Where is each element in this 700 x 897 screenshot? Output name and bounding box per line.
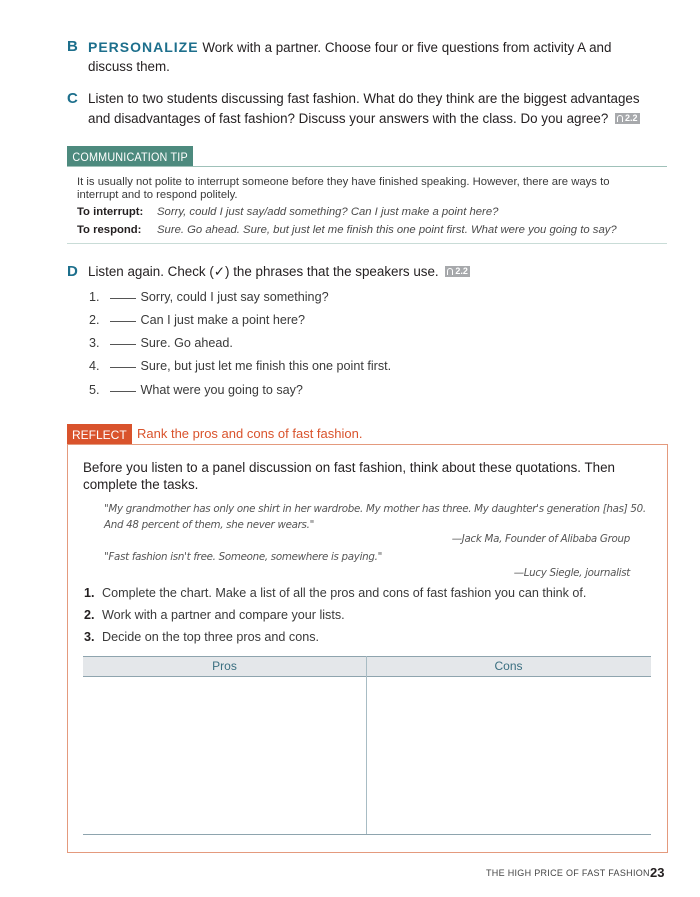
activity-d-letter: D — [67, 263, 78, 280]
activity-c-line2-wrap — [88, 109, 640, 129]
activity-b-letter: B — [67, 38, 78, 55]
footer-title: THE HIGH PRICE OF FAST FASHION — [486, 868, 650, 878]
item-text: Sure, but just let me finish this one point first. — [140, 359, 392, 373]
task-item — [84, 586, 586, 600]
tip-body-line2: interrupt and to respond politely. — [77, 189, 238, 201]
reflect-title: Rank the pros and cons of fast fashion. — [137, 426, 363, 441]
activity-d-instruction-wrap — [88, 262, 470, 282]
quote-1-line1: "My grandmother has only one shirt in her wardrobe. My mother has three. My daughter's generation [has] 50. — [104, 503, 646, 515]
audio-track-button[interactable] — [615, 113, 640, 124]
task-item — [84, 608, 345, 622]
check-blank[interactable] — [110, 343, 136, 345]
tip-row-label: To interrupt: — [77, 206, 144, 218]
quote-2-attribution: —Lucy Siegle, journalist — [513, 567, 630, 579]
item-number: 4. — [89, 359, 100, 373]
pros-cell[interactable] — [83, 676, 366, 834]
tip-row-label: To respond: — [77, 224, 142, 236]
tip-divider-bottom — [67, 243, 667, 244]
item-text: Can I just make a point here? — [140, 313, 306, 327]
phrase-item — [89, 290, 329, 304]
activity-b-line2: discuss them. — [88, 59, 170, 74]
table-bottom-border — [83, 834, 651, 835]
tip-row-text: Sorry, could I just say/add something? Can I just make a point here? — [157, 206, 499, 218]
phrase-item — [89, 313, 305, 327]
item-number: 2. — [89, 313, 100, 327]
communication-tip-title: COMMUNICATION TIP — [67, 146, 193, 167]
item-number: 3. — [89, 336, 100, 350]
check-blank[interactable] — [110, 297, 136, 299]
headphones-icon — [447, 268, 453, 275]
cons-cell[interactable] — [367, 676, 651, 834]
audio-track-number: 2.2 — [455, 266, 468, 276]
tip-body — [77, 176, 667, 202]
check-blank[interactable] — [110, 366, 136, 368]
task-text: Complete the chart. Make a list of all the pros and cons of fast fashion you can think of. — [102, 586, 587, 600]
table-header-cons: Cons — [494, 659, 523, 673]
activity-b-text — [88, 37, 678, 58]
activity-c-line1: Listen to two students discussing fast fashion. What do they think are the biggest advantages — [88, 91, 640, 106]
task-item — [84, 630, 319, 644]
task-number: 2. — [84, 608, 95, 622]
reflect-intro-line2: complete the tasks. — [83, 477, 199, 492]
task-number: 1. — [84, 586, 95, 600]
reflect-intro-line1: Before you listen to a panel discussion on fast fashion, think about these quotations. Then — [83, 460, 616, 475]
audio-track-number: 2.2 — [625, 113, 638, 123]
activity-c-letter: C — [67, 90, 78, 107]
item-number: 5. — [89, 383, 100, 397]
item-text: What were you going to say? — [140, 383, 303, 397]
task-number: 3. — [84, 630, 95, 644]
item-text: Sure. Go ahead. — [140, 336, 233, 350]
page-number: 23 — [650, 865, 665, 880]
table-header-pros: Pros — [212, 659, 237, 673]
task-text: Decide on the top three pros and cons. — [102, 630, 320, 644]
tip-body-line1: It is usually not polite to interrupt someone before they have finished speaking. However, there are ways to — [77, 176, 610, 188]
phrase-item — [89, 336, 233, 350]
task-text: Work with a partner and compare your lists. — [102, 608, 345, 622]
phrase-item — [89, 383, 303, 397]
activity-d-instruction: Listen again. Check (✓) the phrases that the speakers use. — [88, 264, 439, 279]
headphones-icon — [617, 115, 623, 122]
quote-2-line1: "Fast fashion isn't free. Someone, somewhere is paying." — [104, 551, 383, 563]
tip-row-text: Sure. Go ahead. Sure, but just let me finish this one point first. What were you going to say? — [157, 224, 617, 236]
tip-row-interrupt — [77, 206, 498, 218]
audio-track-button[interactable] — [445, 266, 470, 277]
quote-1-line2: And 48 percent of them, she never wears." — [104, 519, 315, 531]
item-number: 1. — [89, 290, 100, 304]
item-text: Sorry, could I just say something? — [140, 290, 329, 304]
tip-divider-top — [67, 166, 667, 167]
activity-c-line2: and disadvantages of fast fashion? Discuss your answers with the class. Do you agree? — [88, 111, 609, 126]
activity-b-line1: Work with a partner. Choose four or five questions from activity A and — [202, 40, 612, 55]
personalize-keyword: PERSONALIZE — [88, 39, 199, 55]
check-blank[interactable] — [110, 320, 136, 322]
quote-1-attribution: —Jack Ma, Founder of Alibaba Group — [451, 533, 630, 545]
phrase-item — [89, 359, 391, 373]
reflect-tab: REFLECT — [67, 424, 132, 445]
check-blank[interactable] — [110, 390, 136, 392]
tip-row-respond — [77, 224, 617, 236]
